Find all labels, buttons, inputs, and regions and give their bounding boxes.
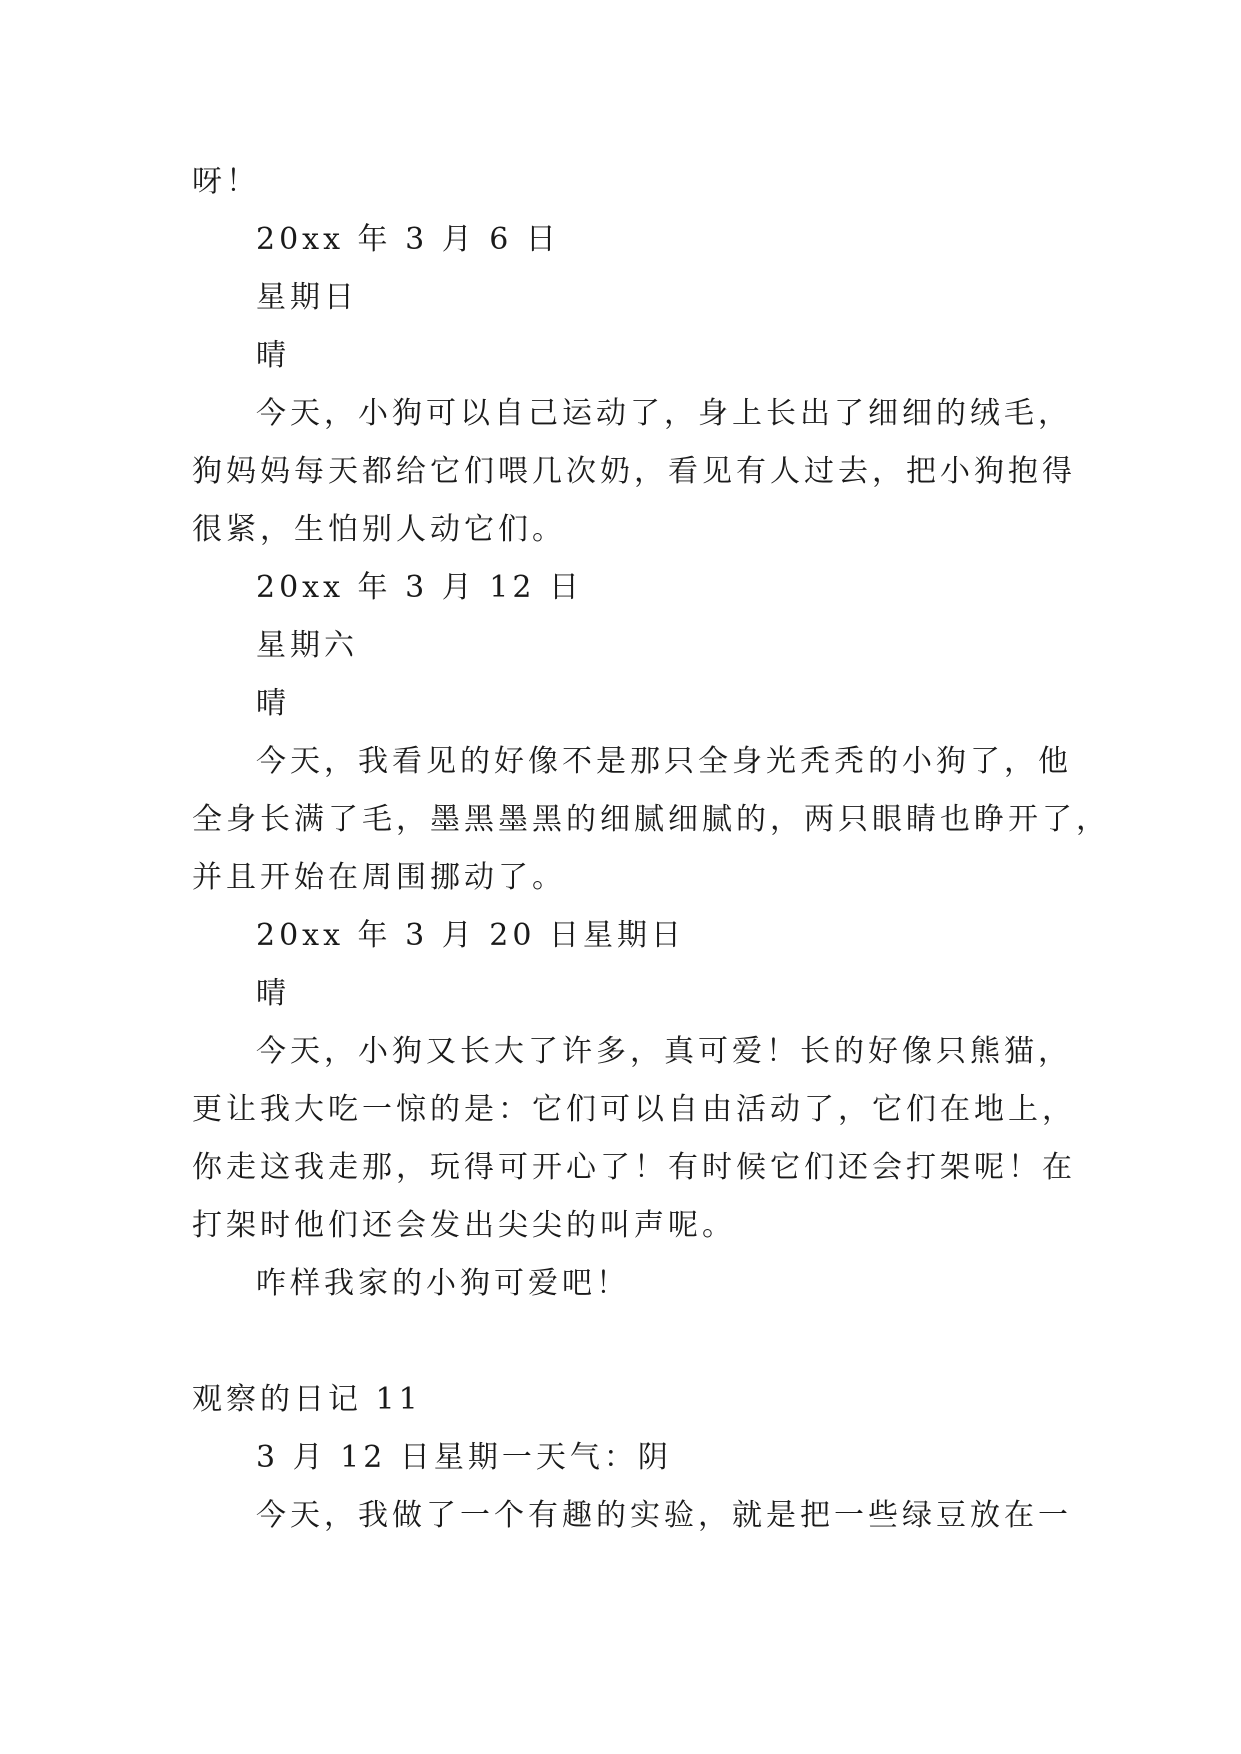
diary-date: 20xx 年 3 月 12 日: [256, 570, 583, 605]
paragraph-line: 并且开始在周围挪动了。: [192, 860, 566, 895]
paragraph-line: 狗妈妈每天都给它们喂几次奶，看见有人过去，把小狗抱得: [192, 454, 1076, 489]
text-line: 呀！: [192, 164, 260, 199]
paragraph-line: 打架时他们还会发出尖尖的叫声呢。: [192, 1208, 736, 1243]
diary-date: 3 月 12 日星期一天气：阴: [256, 1440, 672, 1475]
paragraph-line: 今天，小狗又长大了许多，真可爱！长的好像只熊猫，: [256, 1034, 1072, 1069]
diary-weekday: 星期日: [256, 280, 358, 315]
paragraph-line: 咋样我家的小狗可爱吧！: [256, 1266, 630, 1301]
diary-date: 20xx 年 3 月 6 日: [256, 222, 560, 257]
paragraph-line: 今天，我做了一个有趣的实验，就是把一些绿豆放在一: [256, 1498, 1072, 1533]
diary-date: 20xx 年 3 月 20 日星期日: [256, 918, 685, 953]
paragraph-line: 今天，我看见的好像不是那只全身光秃秃的小狗了，他: [256, 744, 1072, 779]
paragraph-line: 更让我大吃一惊的是：它们可以自由活动了，它们在地上，: [192, 1092, 1076, 1127]
diary-weather: 晴: [256, 976, 290, 1011]
paragraph-line: 你走这我走那，玩得可开心了！有时候它们还会打架呢！在: [192, 1150, 1076, 1185]
diary-weather: 晴: [256, 338, 290, 373]
paragraph-line: 今天，小狗可以自己运动了，身上长出了细细的绒毛，: [256, 396, 1072, 431]
paragraph-line: 很紧，生怕别人动它们。: [192, 512, 566, 547]
paragraph-line: 全身长满了毛，墨黑墨黑的细腻细腻的，两只眼睛也睁开了，: [192, 802, 1110, 837]
section-title: 观察的日记 11: [192, 1382, 422, 1417]
diary-weekday: 星期六: [256, 628, 358, 663]
diary-weather: 晴: [256, 686, 290, 721]
